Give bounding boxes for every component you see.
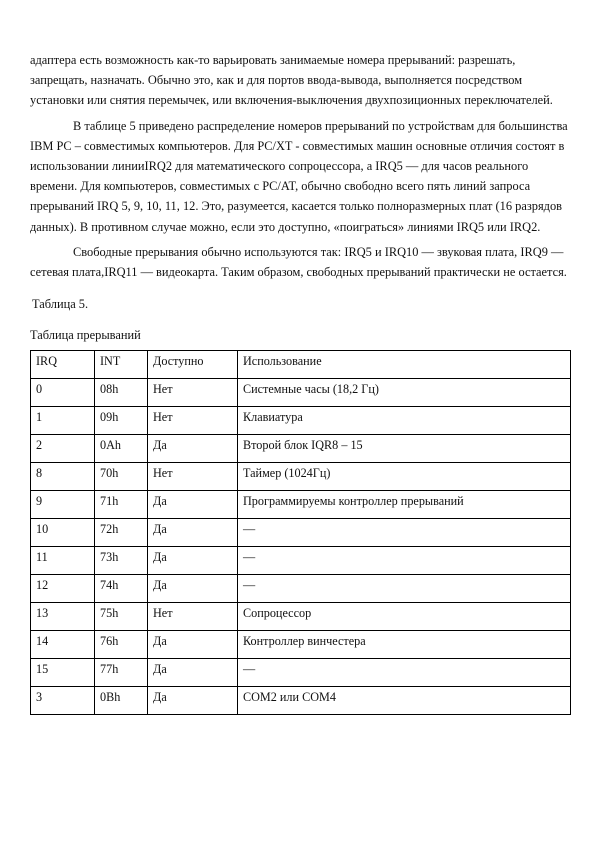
cell-usage: —	[238, 575, 571, 603]
table-number-caption: Таблица 5.	[32, 297, 89, 312]
cell-usage: Системные часы (18,2 Гц)	[238, 379, 571, 407]
paragraph-free-irq-usage: Свободные прерывания обычно используются так: IRQ5 и IRQ10 — звуковая плата, IRQ9 — сетевая плата,IRQ11 — видеокарта. Таким образом, свободных прерываний практически не остается.	[30, 244, 567, 280]
table-body	[31, 379, 571, 715]
paragraph-adapter-irq: адаптера есть возможность как-то варьировать занимаемые номера прерываний: разрешать, запрещать, назначать. Обычно это, как и для портов ввода-вывода, выполняется посредством установки или снятия перемычек, или включения-выключения двухпозиционных переключателей.	[30, 53, 553, 108]
cell-int: 09h	[95, 407, 148, 435]
cell-int: 0Bh	[95, 687, 148, 715]
cell-int: 0Ah	[95, 435, 148, 463]
cell-available: Нет	[148, 463, 238, 491]
cell-int: 77h	[95, 659, 148, 687]
cell-usage: —	[238, 519, 571, 547]
cell-int: 74h	[95, 575, 148, 603]
table-row	[31, 575, 571, 603]
paragraph-irq-distribution: В таблице 5 приведено распределение номеров прерываний по устройствам для большинства IBM PC – совместимых компьютеров. Для PC/XT - совместимых машин основные отличия состоят в использовании линииIRQ2 для математического сопроцессора, а IRQ5 — для часов реального времени. Для компьютеров, совместимых с PC/AT, обычно свободно всего пять линий запроса прерываний IRQ 5, 9, 10, 11, 12. Это, разумеется, касается только полноразмерных плат (16 разрядов данных). В противном случае можно, если это доступно, «поиграться» линиями IRQ5 или IRQ2.	[30, 118, 568, 234]
cell-irq: 1	[31, 407, 95, 435]
cell-usage: Контроллер винчестера	[238, 631, 571, 659]
cell-available: Да	[148, 519, 238, 547]
cell-irq: 8	[31, 463, 95, 491]
cell-available: Да	[148, 659, 238, 687]
header-int: INT	[95, 351, 148, 379]
cell-available: Нет	[148, 603, 238, 631]
table-row	[31, 659, 571, 687]
cell-usage: COM2 или COM4	[238, 687, 571, 715]
cell-irq: 15	[31, 659, 95, 687]
table-title: Таблица прерываний	[30, 328, 141, 343]
cell-irq: 0	[31, 379, 95, 407]
table-row	[31, 547, 571, 575]
cell-irq: 10	[31, 519, 95, 547]
cell-irq: 9	[31, 491, 95, 519]
cell-usage: Клавиатура	[238, 407, 571, 435]
cell-usage: Программируемы контроллер прерываний	[238, 491, 571, 519]
cell-irq: 11	[31, 547, 95, 575]
cell-irq: 2	[31, 435, 95, 463]
cell-available: Да	[148, 491, 238, 519]
cell-available: Да	[148, 547, 238, 575]
cell-int: 71h	[95, 491, 148, 519]
table-row	[31, 631, 571, 659]
header-usage: Использование	[238, 351, 571, 379]
cell-int: 72h	[95, 519, 148, 547]
cell-int: 73h	[95, 547, 148, 575]
cell-int: 08h	[95, 379, 148, 407]
cell-usage: —	[238, 659, 571, 687]
cell-available: Нет	[148, 379, 238, 407]
cell-available: Да	[148, 687, 238, 715]
header-irq: IRQ	[31, 351, 95, 379]
cell-usage: Второй блок IQR8 – 15	[238, 435, 571, 463]
document-page	[30, 50, 570, 715]
header-available: Доступно	[148, 351, 238, 379]
interrupt-table	[30, 350, 571, 715]
cell-int: 76h	[95, 631, 148, 659]
table-row	[31, 687, 571, 715]
table-row	[31, 491, 571, 519]
cell-irq: 3	[31, 687, 95, 715]
cell-available: Да	[148, 435, 238, 463]
cell-irq: 12	[31, 575, 95, 603]
table-row	[31, 519, 571, 547]
cell-usage: Таймер (1024Гц)	[238, 463, 571, 491]
cell-usage: Сопроцессор	[238, 603, 571, 631]
cell-available: Да	[148, 631, 238, 659]
cell-irq: 13	[31, 603, 95, 631]
table-row	[31, 463, 571, 491]
table-header-row	[31, 351, 571, 379]
cell-irq: 14	[31, 631, 95, 659]
cell-usage: —	[238, 547, 571, 575]
table-row	[31, 407, 571, 435]
cell-int: 70h	[95, 463, 148, 491]
cell-available: Да	[148, 575, 238, 603]
table-row	[31, 603, 571, 631]
table-row	[31, 435, 571, 463]
cell-available: Нет	[148, 407, 238, 435]
cell-int: 75h	[95, 603, 148, 631]
table-row	[31, 379, 571, 407]
